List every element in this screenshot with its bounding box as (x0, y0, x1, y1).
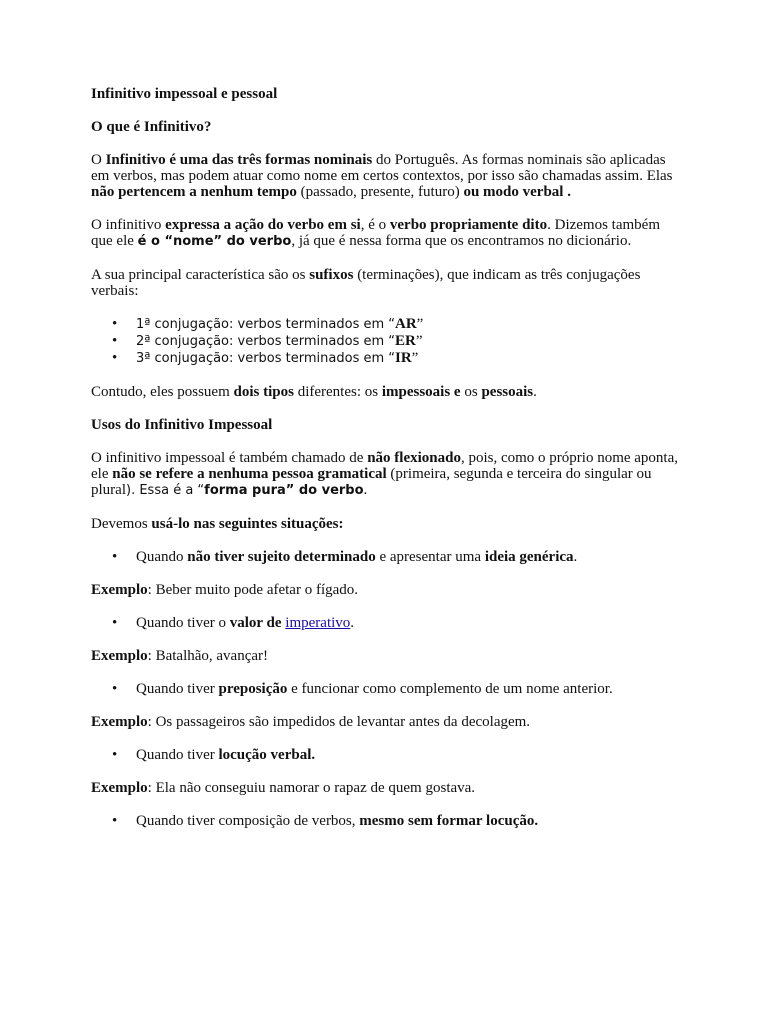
list-item: • 1ª conjugação: verbos terminados em “AR” (91, 316, 681, 333)
list-item: • Quando tiver preposição e funcionar como complemento de um nome anterior. (91, 681, 681, 697)
conjugation-list (91, 316, 681, 367)
list-item: • Quando não tiver sujeito determinado e apresentar uma ideia genérica. (91, 549, 681, 565)
usage-list-4 (91, 747, 681, 763)
paragraph-impersonal: O infinitivo impessoal é também chamado de não flexionado, pois, como o próprio nome aponta, ele não se refere a nenhuma pessoa gramatical (primeira, segunda e terceira do singular ou plural). Essa é a “forma pura” do verbo. (91, 450, 678, 498)
paragraph-suffixes: A sua principal característica são os sufixos (terminações), que indicam as três conjugações verbais: (91, 267, 641, 299)
doc-title: Infinitivo impessoal e pessoal (91, 86, 278, 102)
example-2: Exemplo: Batalhão, avançar! (91, 648, 269, 664)
usage-list-2 (91, 615, 681, 631)
section-heading-what-is: O que é Infinitivo? (91, 119, 212, 135)
example-4: Exemplo: Ela não conseguiu namorar o rapaz de quem gostava. (91, 780, 476, 796)
paragraph-types: Contudo, eles possuem dois tipos diferentes: os impessoais e os pessoais. (91, 384, 537, 400)
usage-list-1 (91, 549, 681, 565)
list-item: • 2ª conjugação: verbos terminados em “ER” (91, 333, 681, 350)
paragraph-definition: O Infinitivo é uma das três formas nominais do Português. As formas nominais são aplicadas em verbos, mas podem atuar como nome em certos contextos, por isso são chamadas assim. Elas não pertencem a nenhum tempo (passado, presente, futuro) ou modo verbal . (91, 152, 673, 200)
usage-list-3 (91, 681, 681, 697)
example-3: Exemplo: Os passageiros são impedidos de levantar antes da decolagem. (91, 714, 531, 730)
paragraph-expresses: O infinitivo expressa a ação do verbo em si, é o verbo propriamente dito. Dizemos também que ele é o “nome” do verbo, já que é nessa forma que os encontramos no dicionário. (91, 217, 660, 249)
paragraph-situations: Devemos usá-lo nas seguintes situações: (91, 516, 344, 532)
imperativo-link[interactable]: imperativo (285, 615, 351, 631)
list-item: • Quando tiver locução verbal. (91, 747, 681, 763)
document-body (91, 86, 681, 846)
example-1: Exemplo: Beber muito pode afetar o fígado. (91, 582, 359, 598)
list-item: • Quando tiver composição de verbos, mesmo sem formar locução. (91, 813, 681, 829)
usage-list-5 (91, 813, 681, 829)
list-item: • 3ª conjugação: verbos terminados em “IR” (91, 350, 681, 367)
list-item: • Quando tiver o valor de imperativo. (91, 615, 681, 631)
section-heading-usos: Usos do Infinitivo Impessoal (91, 417, 273, 433)
